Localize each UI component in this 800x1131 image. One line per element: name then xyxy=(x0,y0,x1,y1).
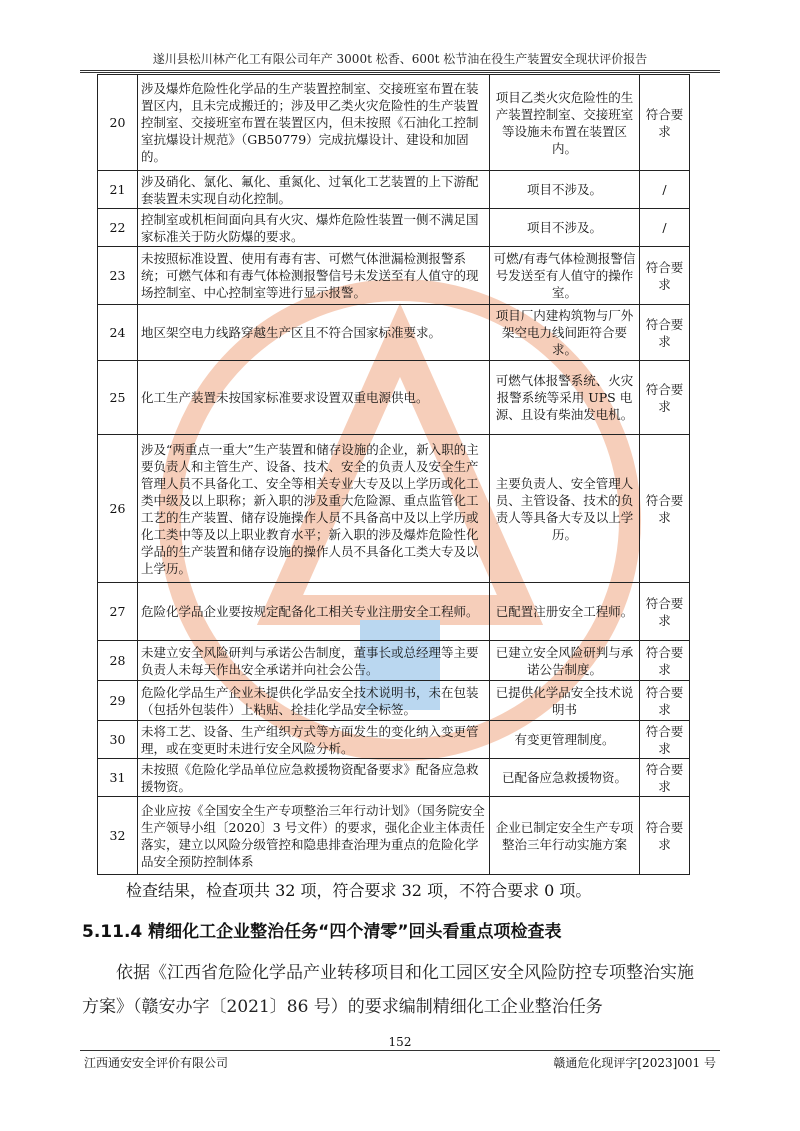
conclusion-cell: 符合要求 xyxy=(640,681,690,721)
body-paragraph: 依据《江西省危险化学品产业转移项目和化工园区安全风险防控专项整治实施方案》（赣安办字〔2021〕86 号）的要求编制精细化工企业整治任务 xyxy=(82,963,694,1017)
conclusion-cell: 符合要求 xyxy=(640,641,690,681)
row-number: 32 xyxy=(98,797,138,875)
row-number: 21 xyxy=(98,171,138,209)
requirement-cell: 危险化学品生产企业未提供化学品安全技术说明书，未在包装（包括外包装件）上粘贴、拴挂化学品安全标签。 xyxy=(138,681,490,721)
requirement-cell: 企业应按《全国安全生产专项整治三年行动计划》（国务院安全生产领导小组〔2020〕3 号文件）的要求，强化企业主体责任落实，建立以风险分级管控和隐患排查治理为重点的危险化学品安全预防控制体系 xyxy=(138,797,490,875)
result-cell: 项目乙类火灾危险性的生产装置控制室、交接班室等设施未布置在装置区内。 xyxy=(490,75,640,171)
table-row xyxy=(98,75,690,171)
table-row xyxy=(98,797,690,875)
row-number: 20 xyxy=(98,75,138,171)
result-cell: 已提供化学品安全技术说明书 xyxy=(490,681,640,721)
row-number: 25 xyxy=(98,361,138,435)
table-row xyxy=(98,721,690,759)
row-number: 24 xyxy=(98,305,138,361)
table-row xyxy=(98,641,690,681)
row-number: 30 xyxy=(98,721,138,759)
section-heading: 5.11.4 精细化工企业整治任务“四个清零”回头看重点项检查表 xyxy=(82,922,562,942)
requirement-cell: 未按照标准设置、使用有毒有害、可燃气体泄漏检测报警系统；可燃气体和有毒气体检测报警信号未发送至有人值守的现场控制室、中心控制室等进行显示报警。 xyxy=(138,247,490,305)
requirement-cell: 未将工艺、设备、生产组织方式等方面发生的变化纳入变更管理，或在变更时未进行安全风险分析。 xyxy=(138,721,490,759)
footer-doc-number: 赣通危化现评字[2023]001 号 xyxy=(553,1056,716,1070)
report-title: 遂川县松川林产化工有限公司年产 3000t 松香、600t 松节油在役生产装置安全现状评价报告 xyxy=(152,52,648,66)
row-number: 27 xyxy=(98,583,138,641)
conclusion-cell: 符合要求 xyxy=(640,305,690,361)
conclusion-cell: 符合要求 xyxy=(640,75,690,171)
result-cell: 已配置注册安全工程师。 xyxy=(490,583,640,641)
conclusion-cell: 符合要求 xyxy=(640,583,690,641)
result-cell: 有变更管理制度。 xyxy=(490,721,640,759)
row-number: 23 xyxy=(98,247,138,305)
conclusion-cell: 符合要求 xyxy=(640,247,690,305)
table-row xyxy=(98,209,690,247)
result-cell: 项目厂内建构筑物与厂外架空电力线间距符合要求。 xyxy=(490,305,640,361)
result-cell: 可燃气体报警系统、火灾报警系统等采用 UPS 电源、且设有柴油发电机。 xyxy=(490,361,640,435)
requirement-cell: 涉及硝化、氯化、氟化、重氮化、过氧化工艺装置的上下游配套装置未实现自动化控制。 xyxy=(138,171,490,209)
row-number: 31 xyxy=(98,759,138,797)
row-number: 22 xyxy=(98,209,138,247)
result-cell: 项目不涉及。 xyxy=(490,209,640,247)
result-cell: 项目不涉及。 xyxy=(490,171,640,209)
requirement-cell: 涉及“两重点一重大”生产装置和储存设施的企业，新入职的主要负责人和主管生产、设备、技术、安全的负责人及安全生产管理人员不具备化工、安全等相关专业大专及以上学历或化工类中级及以上职称；新入职的涉及重大危险源、重点监管化工工艺的生产装置、储存设施操作人员不具备高中及以上学历或化工类中等及以上职业教育水平；新入职的涉及爆炸危险性化学品的生产装置和储存设施的操作人员不具备化工类大专及以上学历。 xyxy=(138,435,490,583)
check-summary: 检查结果，检查项共 32 项，符合要求 32 项，不符合要求 0 项。 xyxy=(126,881,592,900)
table-row xyxy=(98,759,690,797)
row-number: 26 xyxy=(98,435,138,583)
conclusion-cell: / xyxy=(640,171,690,209)
table-row xyxy=(98,681,690,721)
conclusion-cell: 符合要求 xyxy=(640,721,690,759)
footer-company: 江西通安安全评价有限公司 xyxy=(84,1056,229,1070)
conclusion-cell: 符合要求 xyxy=(640,759,690,797)
table-row xyxy=(98,247,690,305)
table-row xyxy=(98,361,690,435)
result-cell: 已建立安全风险研判与承诺公告制度。 xyxy=(490,641,640,681)
requirement-cell: 地区架空电力线路穿越生产区且不符合国家标准要求。 xyxy=(138,305,490,361)
result-cell: 已配备应急救援物资。 xyxy=(490,759,640,797)
requirement-cell: 控制室或机柜间面向具有火灾、爆炸危险性装置一侧不满足国家标准关于防火防爆的要求。 xyxy=(138,209,490,247)
table-row xyxy=(98,305,690,361)
row-number: 29 xyxy=(98,681,138,721)
table-row xyxy=(98,171,690,209)
row-number: 28 xyxy=(98,641,138,681)
result-cell: 主要负责人、安全管理人员、主管设备、技术的负责人等具备大专及以上学历。 xyxy=(490,435,640,583)
conclusion-cell: 符合要求 xyxy=(640,797,690,875)
requirement-cell: 涉及爆炸危险性化学品的生产装置控制室、交接班室布置在装置区内，且未完成搬迁的；涉及甲乙类火灾危险性的生产装置控制室、交接班室布置在装置区内，但未按照《石油化工控制室抗爆设计规范》（GB50779）完成抗爆设计、建设和加固的。 xyxy=(138,75,490,171)
table-row xyxy=(98,583,690,641)
conclusion-cell: 符合要求 xyxy=(640,361,690,435)
conclusion-cell: / xyxy=(640,209,690,247)
page-number: 152 xyxy=(388,1035,412,1049)
check-table xyxy=(97,74,690,875)
header-rule xyxy=(80,72,720,73)
page-header xyxy=(80,50,720,71)
conclusion-cell: 符合要求 xyxy=(640,435,690,583)
requirement-cell: 未按照《危险化学品单位应急救援物资配备要求》配备应急救援物资。 xyxy=(138,759,490,797)
requirement-cell: 未建立安全风险研判与承诺公告制度，董事长或总经理等主要负责人未每天作出安全承诺并向社会公告。 xyxy=(138,641,490,681)
table-row xyxy=(98,435,690,583)
result-cell: 可燃/有毒气体检测报警信号发送至有人值守的操作室。 xyxy=(490,247,640,305)
requirement-cell: 化工生产装置未按国家标准要求设置双重电源供电。 xyxy=(138,361,490,435)
requirement-cell: 危险化学品企业要按规定配备化工相关专业注册安全工程师。 xyxy=(138,583,490,641)
result-cell: 企业已制定安全生产专项整治三年行动实施方案 xyxy=(490,797,640,875)
footer-rule xyxy=(80,1050,720,1051)
